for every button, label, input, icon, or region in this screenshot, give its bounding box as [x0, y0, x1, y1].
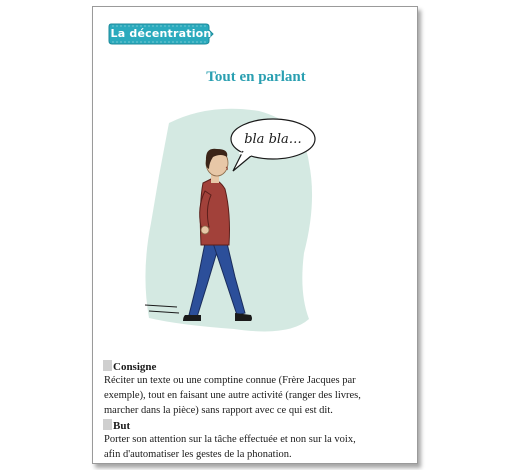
consigne-heading [103, 360, 156, 374]
consigne-line: marcher dans la pièce) sans rapport avec ce qui est dit. [104, 405, 333, 416]
badge-label: La décentration [110, 27, 212, 40]
walking-man-illustration [139, 93, 339, 339]
consigne-body [104, 373, 400, 418]
speech-bubble-text: bla bla… [244, 132, 302, 147]
document-page [92, 6, 418, 464]
but-heading [103, 419, 130, 433]
consigne-line: Réciter un texte ou une comptine connue (Frère Jacques par [104, 375, 356, 386]
but-line: afin d'automatiser les gestes de la phonation. [104, 449, 292, 460]
but-body [104, 432, 400, 462]
chapter-badge [107, 21, 215, 47]
section-marker [103, 419, 112, 430]
section-marker [103, 360, 112, 371]
but-line: Porter son attention sur la tâche effectuée et non sur la voix, [104, 434, 356, 445]
consigne-heading-text: Consigne [113, 361, 157, 373]
consigne-line: exemple), tout en faisant une autre activité (ranger des livres, [104, 390, 361, 401]
page-title: Tout en parlant [206, 69, 306, 85]
but-heading-text: But [113, 420, 131, 432]
